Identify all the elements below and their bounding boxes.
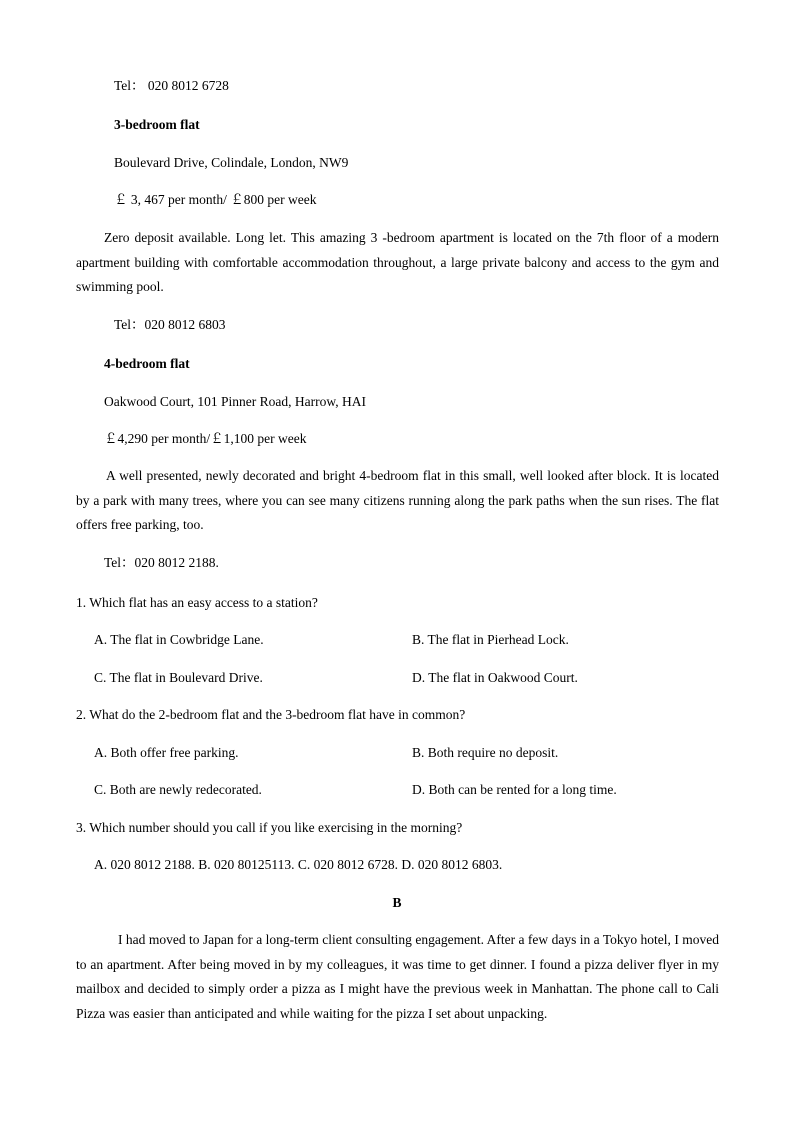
q3-options: A. 020 8012 2188. B. 020 80125113. C. 020 8012 6728. D. 020 8012 6803. [94,857,503,872]
flat3-address: Boulevard Drive, Colindale, London, NW9 [114,155,349,170]
q1-option-c: C. The flat in Boulevard Drive. [94,670,263,685]
q2-option-d: D. Both can be rented for a long time. [412,782,617,797]
q1-stem: 1. Which flat has an easy access to a station? [76,595,318,610]
flat3-tel: Tel： 020 8012 6728 [114,78,229,93]
flat4-address: Oakwood Court, 101 Pinner Road, Harrow, HAI [104,394,366,409]
flat4-description: A well presented, newly decorated and bright 4-bedroom flat in this small, well looked after block. It is located by a park with many trees, where you can see many citizens running along the park paths when the sun rises. The flat offers free parking, too. [76,468,719,532]
section-b-paragraph: I had moved to Japan for a long-term client consulting engagement. After a few days in a Tokyo hotel, I moved to an apartment. After being moved in by my colleagues, it was time to get dinner. I found a pizza deliver flyer in my mailbox and decided to simply order a pizza as I might have the previous week in Manhattan. The phone call to Cali Pizza was easier than anticipated and while waiting for the pizza I set about unpacking. [76,932,719,1021]
section-b-heading: B [392,895,402,910]
flat4-title: 4-bedroom flat [104,356,190,371]
flat4-price: ￡4,290 per month/￡1,100 per week [104,431,307,446]
flat3-price: ￡ 3, 467 per month/ ￡800 per week [114,192,317,207]
flat3-title: 3-bedroom flat [114,117,200,132]
q2-option-c: C. Both are newly redecorated. [94,782,262,797]
flat3-description: Zero deposit available. Long let. This amazing 3 -bedroom apartment is located on the 7th floor of a modern apartment building with comfortable accommodation throughout, a large private balcony and access to the gym and swimming pool. [76,230,719,294]
q2-option-b: B. Both require no deposit. [412,745,559,760]
q3-stem: 3. Which number should you call if you like exercising in the morning? [76,820,463,835]
flat4-tel: Tel：020 8012 2188. [104,555,219,570]
q2-stem: 2. What do the 2-bedroom flat and the 3-bedroom flat have in common? [76,707,466,722]
q1-option-a: A. The flat in Cowbridge Lane. [94,632,264,647]
flat3-tel2: Tel：020 8012 6803 [114,317,226,332]
q1-option-d: D. The flat in Oakwood Court. [412,670,578,685]
q2-option-a: A. Both offer free parking. [94,745,239,760]
q1-option-b: B. The flat in Pierhead Lock. [412,632,569,647]
